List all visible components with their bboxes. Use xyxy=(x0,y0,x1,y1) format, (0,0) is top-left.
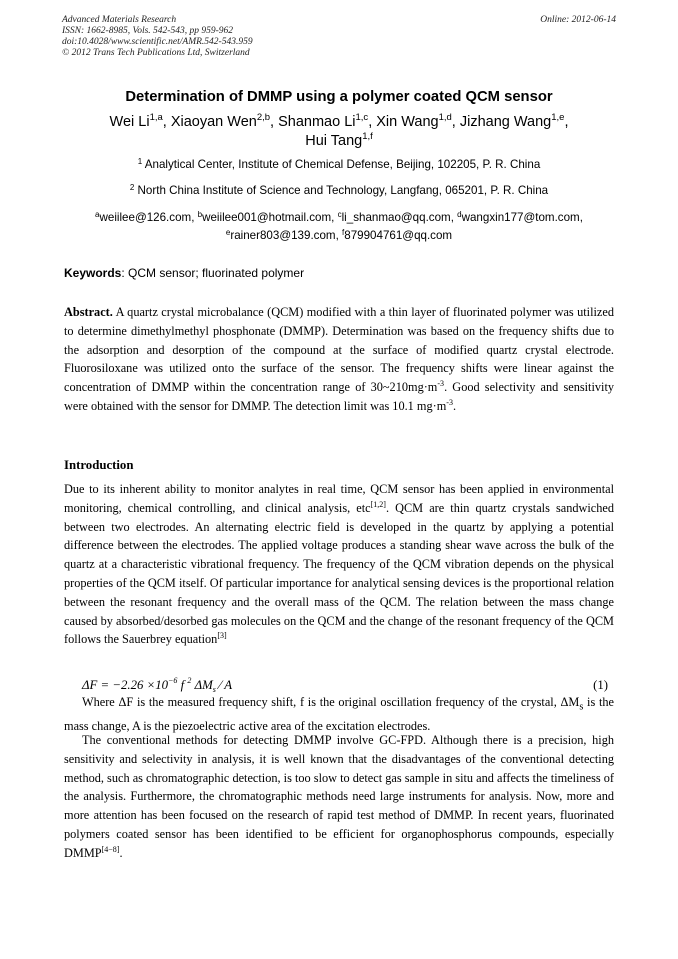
issn-line: ISSN: 1662-8985, Vols. 542-543, pp 959-962 xyxy=(62,26,233,36)
author-affiliation-mark: 1,e xyxy=(551,112,565,123)
intro-text: . xyxy=(119,845,123,860)
abstract-text: . Good selectivity and sensitivity were obtained with the sensor for DMMP. The detection limit was 10.1 mg·m xyxy=(64,380,615,413)
email-key: c xyxy=(337,210,342,219)
author-affiliation-mark: 1,d xyxy=(438,112,452,123)
author-list: Wei Li$^{1,a}$, Xiaoyan Wen$^{2,b}$, Shanmao Li$^{1,c}$, Xin Wang$^{1,d}$, Jizhang Wang$^{1,e}$, Hui Tang$^{1,f}$ xyxy=(109,112,569,149)
affiliation-1 xyxy=(40,157,638,172)
affiliation-number: 1 xyxy=(137,157,143,166)
email-address[interactable]: wangxin177@tom.com xyxy=(461,211,580,224)
email-address[interactable]: rainer803@139.com xyxy=(230,229,336,242)
intro-text: The conventional methods for detecting DMMP involve GC-FPD. Although there is a precision, high sensitivity and selectivity in analysis, it is well known that the disadvantages of the conventional detecting method, such as chromatographic detection, is too slow to detect gas sample in situ and affects the timeliness of the analysis. Furthermore, the chromatographic methods need large instruments for analysis. Now, more and more attention has been focused on the research of rapid test method of DMMP. In recent years, fluorinated polymers coated sensor has been identified to be efficient for organophosphorus compounds, especially DMMP xyxy=(64,733,614,860)
email-address[interactable]: weiilee@126.com xyxy=(99,211,192,224)
author-name: Hui Tang xyxy=(305,133,363,149)
affiliation-2 xyxy=(40,183,638,198)
citation[interactable]: [4−8] xyxy=(101,844,120,854)
email-key: d xyxy=(457,210,462,219)
author-name: Xin Wang xyxy=(376,114,439,130)
keywords-text: : QCM sensor; fluorinated polymer xyxy=(121,266,305,280)
unit-exponent: -3 xyxy=(446,397,453,407)
email-key: e xyxy=(225,228,231,237)
intro-text: . QCM are thin quartz crystals sandwiched between two electrodes. An alternating electric field is developed in the quartz by applying a potential difference between the electrodes. The applied voltage produces a standing shear wave across the bulk of the quartz at a characteristic vibrational frequency. The frequency of the QCM vibration depends on the physical properties of the QCM itself. Of particular importance for analytical sensing devices is the proportional relation between the resonant frequency and the overall mass of the QCM. The relation between the mass change caused by absorbed/desorbed gas molecules on the QCM and the change of the resonant frequency of the QCM follows the Sauerbrey equation xyxy=(64,500,614,647)
intro-text: Where ΔF is the measured frequency shift, f is the original oscillation frequency of the crystal, ΔM xyxy=(82,695,580,709)
email-key: b xyxy=(197,210,203,219)
affiliation-number: 2 xyxy=(129,183,135,192)
intro-paragraph-2 xyxy=(64,693,614,736)
email-key: f xyxy=(342,228,345,237)
author-name: Xiaoyan Wen xyxy=(170,114,257,130)
unit-exponent: -3 xyxy=(437,379,445,389)
abstract-text: A quartz crystal microbalance (QCM) modified with a thin layer of fluorinated polymer was utilized to determine dimethylmethyl phosphonate (DMMP). Determination was based on the frequency shifts due to the adsorption and desorption of the compound at the surface of modified quartz crystal electrode. Fluorosiloxane was utilized onto the surface of the sensor. The frequency shifts were linear against the concentration of DMMP within the concentration range of 30~210mg·m xyxy=(64,305,614,395)
email-address[interactable]: li_shanmao@qq.com xyxy=(341,211,451,224)
journal-header xyxy=(62,15,253,59)
sauerbrey-equation xyxy=(64,676,614,694)
author-affiliation-mark: 1,c xyxy=(355,112,369,123)
affiliation-text: North China Institute of Science and Technology, Langfang, 065201, P. R. China xyxy=(137,184,549,197)
intro-paragraph-1 xyxy=(64,480,614,649)
abstract-label: Abstract. xyxy=(64,305,113,319)
author-affiliation-mark: 2,b xyxy=(256,112,271,123)
keywords-label: Keywords xyxy=(64,266,122,280)
citation[interactable]: [3] xyxy=(217,631,227,641)
journal-name: Advanced Materials Research xyxy=(62,15,177,25)
citation[interactable]: [1,2] xyxy=(370,499,386,509)
equation-number: (1) xyxy=(593,678,608,692)
subscript: s xyxy=(579,701,584,713)
copyright-line: © 2012 Trans Tech Publications Ltd, Switzerland xyxy=(62,48,250,58)
abstract-text: . xyxy=(452,398,457,413)
online-date: Online: 2012-06-14 xyxy=(540,15,616,25)
paper-title: Determination of DMMP using a polymer coated QCM sensor xyxy=(125,89,553,105)
affiliation-text: Analytical Center, Institute of Chemical Defense, Beijing, 102205, P. R. China xyxy=(144,158,541,171)
equation-body: $\Delta F = -2.26 \times 10^{-6}$ f $^2$ $\Delta M_s$ ⁄ A xyxy=(82,676,233,694)
email-address[interactable]: weiilee001@hotmail.com xyxy=(202,211,332,224)
abstract-paragraph xyxy=(64,303,614,416)
author-affiliation-mark: 1,a xyxy=(149,112,163,123)
email-list: $^a$weiilee@126.com, $^b$weiilee001@hotmail.com, $^c$li_shanmao@qq.com, $^d$wangxin177@tom.com, $^e$rainer803@139.com, $^f$879904761@qq.com xyxy=(95,210,583,242)
author-name: Jizhang Wang xyxy=(459,114,552,130)
author-affiliation-mark: 1,f xyxy=(362,131,373,142)
intro-text: is the mass change, A is the piezoelectric active area of the excitation electrodes. xyxy=(64,695,614,734)
keywords-line xyxy=(64,266,304,281)
introduction-heading: Introduction xyxy=(64,458,134,472)
intro-paragraph-3 xyxy=(64,731,614,863)
email-address[interactable]: 879904761@qq.com xyxy=(344,229,453,242)
email-key: a xyxy=(95,210,100,219)
doi-line: doi:10.4028/www.scientific.net/AMR.542-543.959 xyxy=(62,37,253,47)
author-name: Shanmao Li xyxy=(278,114,356,130)
intro-text: Due to its inherent ability to monitor analytes in real time, QCM sensor has been applied in environmental monitoring, chemical controlling, and clinical analysis, etc xyxy=(64,482,614,515)
author-name: Wei Li xyxy=(109,114,150,130)
